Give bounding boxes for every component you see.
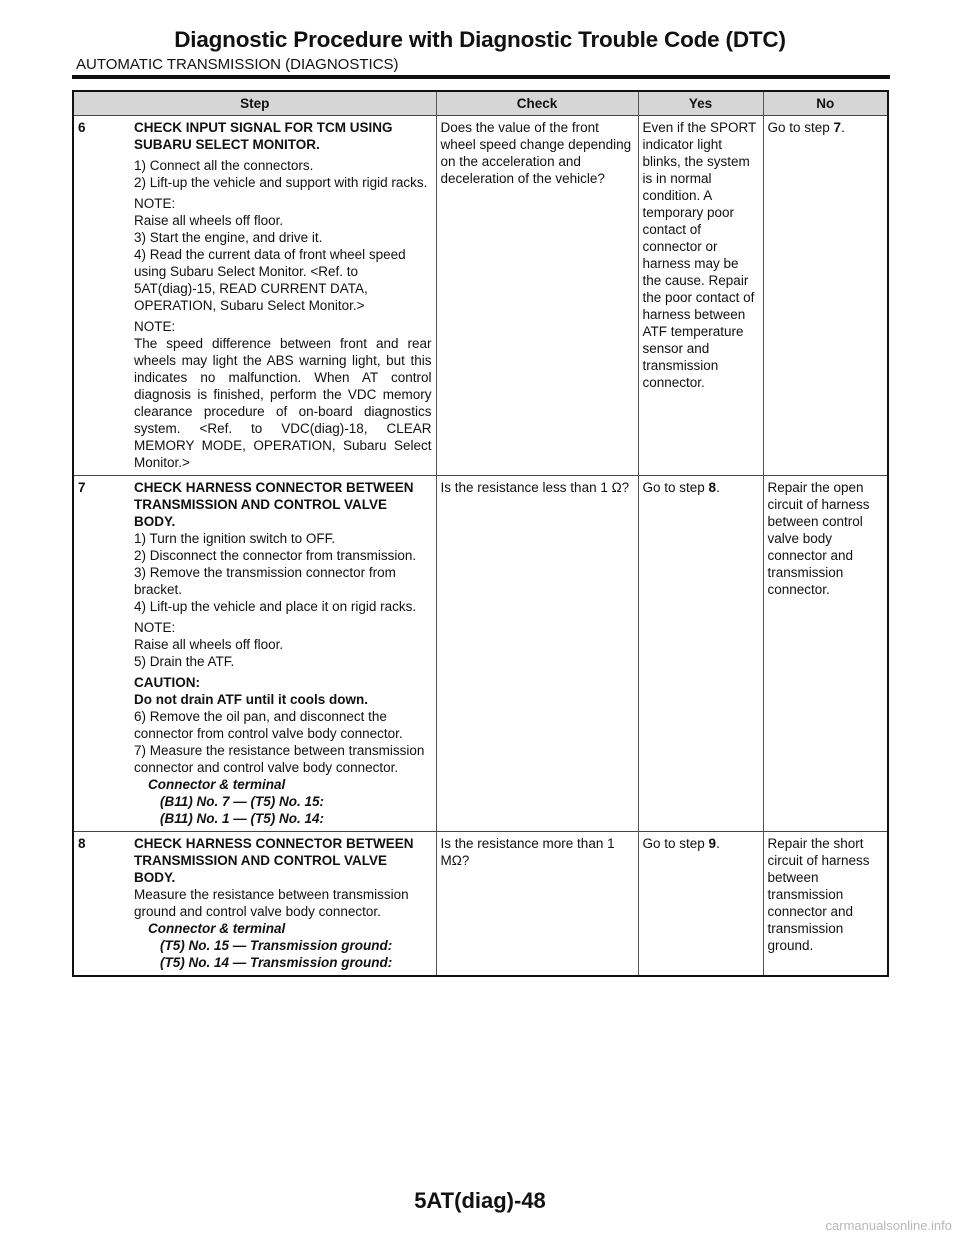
goto-suffix: . bbox=[716, 480, 720, 495]
table-header-row bbox=[73, 91, 888, 116]
step-instruction: 2) Disconnect the connector from transmission. bbox=[134, 548, 417, 563]
goto-prefix: Go to step bbox=[642, 836, 709, 851]
table-row bbox=[73, 476, 888, 832]
step-instruction: 4) Lift-up the vehicle and place it on rigid racks. bbox=[134, 599, 417, 614]
step-instruction: 1) Connect all the connectors. bbox=[134, 158, 314, 173]
step-cell bbox=[73, 116, 436, 476]
column-header-no: No bbox=[763, 91, 888, 116]
connector-terminal-line: (T5) No. 15 — Transmission ground: bbox=[160, 938, 393, 953]
table-row bbox=[73, 116, 888, 476]
step-title: CHECK INPUT SIGNAL FOR TCM USING SUBARU SELECT MONITOR. bbox=[134, 120, 393, 152]
no-cell: Repair the short circuit of harness between transmission connector and transmission ground. bbox=[767, 836, 870, 953]
note-label: NOTE: bbox=[134, 620, 176, 635]
step-instruction: 1) Turn the ignition switch to OFF. bbox=[134, 531, 336, 546]
note-text: Raise all wheels off floor. bbox=[134, 637, 284, 652]
connector-terminal-line: (T5) No. 14 — Transmission ground: bbox=[160, 955, 393, 970]
goto-prefix: Go to step bbox=[642, 480, 709, 495]
step-number: 6 bbox=[78, 120, 86, 135]
table-row bbox=[73, 832, 888, 977]
step-cell bbox=[73, 476, 436, 832]
step-cell bbox=[73, 832, 436, 977]
caution-text: Do not drain ATF until it cools down. bbox=[134, 692, 368, 707]
step-instruction: 2) Lift-up the vehicle and support with rigid racks. bbox=[134, 175, 428, 190]
connector-terminal-line: (B11) No. 7 — (T5) No. 15: bbox=[160, 794, 325, 809]
column-header-step: Step bbox=[73, 91, 436, 116]
step-number: 8 bbox=[78, 836, 86, 851]
section-subtitle: AUTOMATIC TRANSMISSION (DIAGNOSTICS) bbox=[76, 56, 399, 73]
connector-terminal-label: Connector & terminal bbox=[148, 921, 286, 936]
goto-step-number: 9 bbox=[708, 836, 717, 851]
column-header-check: Check bbox=[436, 91, 638, 116]
header-rule bbox=[72, 75, 890, 79]
note-text: Raise all wheels off floor. bbox=[134, 213, 284, 228]
yes-cell: Even if the SPORT indicator light blinks, the system is in normal condition. A temporary poor contact of connector or harness may be the cause. Repair the poor contact of harness between ATF temperature sensor and transmission connector. bbox=[638, 116, 763, 476]
check-cell: Does the value of the front wheel speed change depending on the acceleration and deceleration of the vehicle? bbox=[436, 116, 638, 476]
goto-prefix: Go to step bbox=[767, 120, 834, 135]
yes-cell bbox=[638, 832, 763, 977]
goto-step-number: 8 bbox=[708, 480, 717, 495]
step-instruction: 3) Start the engine, and drive it. bbox=[134, 230, 323, 245]
no-cell: Repair the open circuit of harness between control valve body connector and transmission connector. bbox=[767, 480, 870, 597]
procedure-table bbox=[72, 90, 889, 977]
page-number: 5AT(diag)-48 bbox=[414, 1188, 546, 1213]
step-title: CHECK HARNESS CONNECTOR BETWEEN TRANSMISSION AND CONTROL VALVE BODY. bbox=[134, 480, 414, 529]
no-cell bbox=[763, 116, 888, 476]
step-instruction: 5) Drain the ATF. bbox=[134, 654, 235, 669]
step-number: 7 bbox=[78, 480, 86, 495]
step-instruction: 7) Measure the resistance between transmission connector and control valve body connector. bbox=[134, 743, 425, 775]
check-cell: Is the resistance less than 1 Ω? bbox=[436, 476, 638, 832]
watermark: carmanualsonline.info bbox=[825, 1218, 952, 1233]
step-instruction: Measure the resistance between transmission ground and control valve body connector. bbox=[134, 887, 409, 919]
note-label: NOTE: bbox=[134, 319, 176, 334]
check-cell: Is the resistance more than 1 MΩ? bbox=[436, 832, 638, 977]
connector-terminal-label: Connector & terminal bbox=[148, 777, 286, 792]
step-instruction: 3) Remove the transmission connector from bracket. bbox=[134, 565, 396, 597]
note-label: NOTE: bbox=[134, 196, 176, 211]
page-title: Diagnostic Procedure with Diagnostic Trouble Code (DTC) bbox=[174, 27, 786, 52]
connector-terminal-line: (B11) No. 1 — (T5) No. 14: bbox=[160, 811, 325, 826]
yes-cell bbox=[638, 476, 763, 832]
goto-suffix: . bbox=[841, 120, 845, 135]
step-instruction: 6) Remove the oil pan, and disconnect the connector from control valve body connector. bbox=[134, 709, 403, 741]
note-text: The speed difference between front and rear wheels may light the ABS warning light, but this indicates no malfunction. When AT control diagnosis is finished, perform the VDC memory clearance procedure of on-board diagnostics system. <Ref. to VDC(diag)-18, CLEAR MEMORY MODE, OPERATION, Subaru Select Monitor.> bbox=[134, 336, 432, 470]
caution-label: CAUTION: bbox=[134, 675, 200, 690]
step-instruction: 4) Read the current data of front wheel speed using Subaru Select Monitor. <Ref. to 5AT(diag)-15, READ CURRENT DATA, OPERATION, Subaru Select Monitor.> bbox=[134, 247, 406, 313]
step-title: CHECK HARNESS CONNECTOR BETWEEN TRANSMISSION AND CONTROL VALVE BODY. bbox=[134, 836, 414, 885]
column-header-yes: Yes bbox=[638, 91, 763, 116]
goto-suffix: . bbox=[716, 836, 720, 851]
goto-step-number: 7 bbox=[833, 120, 842, 135]
